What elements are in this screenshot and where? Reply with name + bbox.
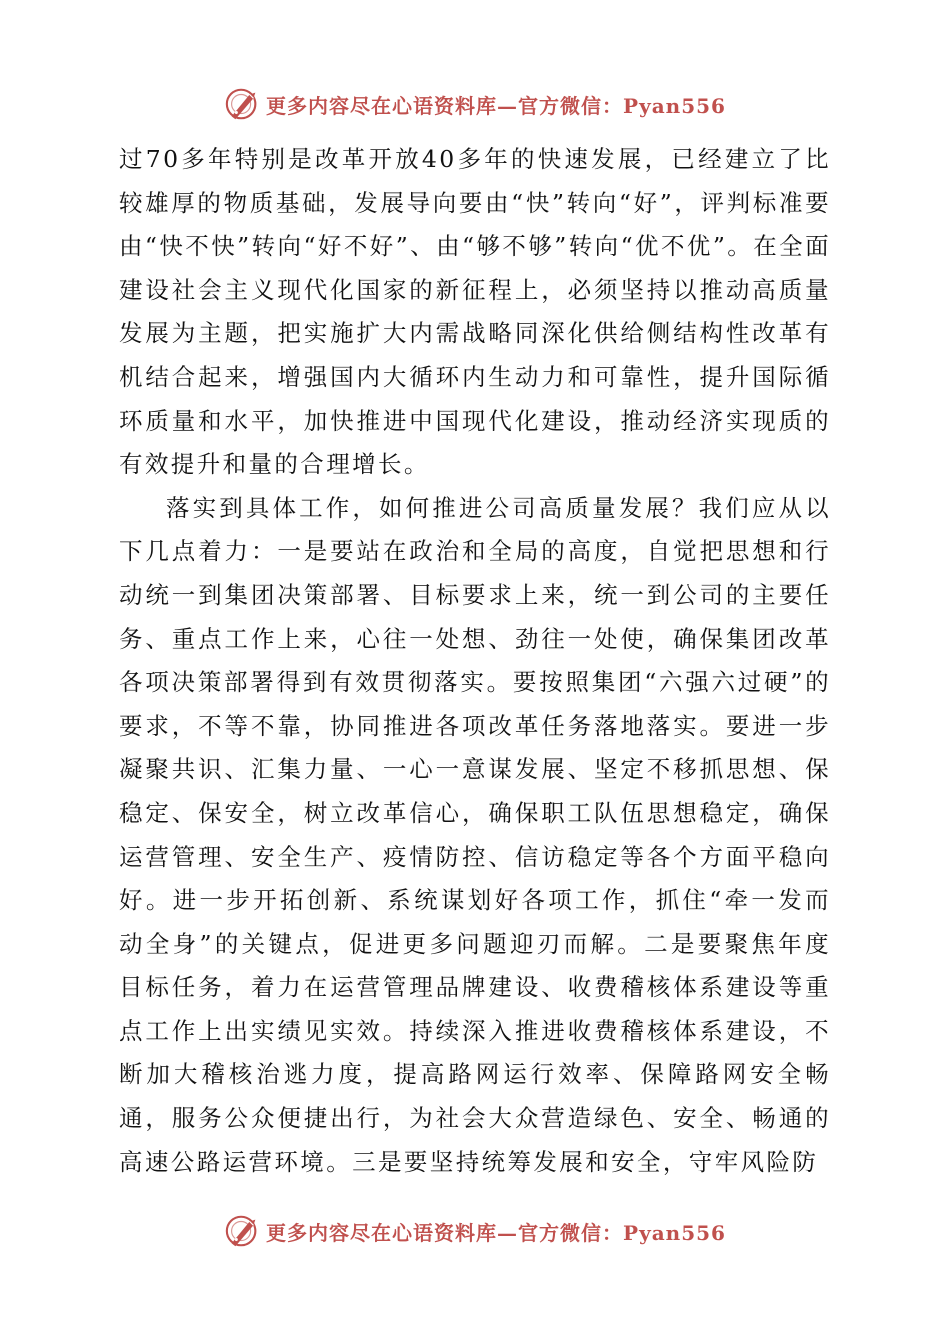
pen-nib-logo-icon: [224, 85, 262, 123]
footer-banner-text: 更多内容尽在心语资料库—官方微信：Pyan556: [266, 1220, 726, 1245]
pen-nib-logo-icon: [224, 1212, 262, 1250]
document-body: [119, 138, 831, 1184]
footer-banner: [0, 1211, 950, 1251]
paragraph-2: 落实到具体工作，如何推进公司高质量发展？我们应从以下几点着力：一是要站在政治和全局的高度，自觉把思想和行动统一到集团决策部署、目标要求上来，统一到公司的主要任务、重点工作上来，心往一处想、劲往一处使，确保集团改革各项决策部署得到有效贯彻落实。要按照集团“六强六过硬”的要求，不等不靠，协同推进各项改革任务落地落实。要进一步凝聚共识、汇集力量、一心一意谋发展、坚定不移抓思想、保稳定、保安全，树立改革信心，确保职工队伍思想稳定，确保运营管理、安全生产、疫情防控、信访稳定等各个方面平稳向好。进一步开拓创新、系统谋划好各项工作，抓住“牵一发而动全身”的关键点，促进更多问题迎刃而解。二是要聚焦年度目标任务，着力在运营管理品牌建设、收费稽核体系建设等重点工作上出实绩见实效。持续深入推进收费稽核体系建设，不断加大稽核治逃力度，提高路网运行效率、保障路网安全畅通，服务公众便捷出行，为社会大众营造绿色、安全、畅通的高速公路运营环境。三是要坚持统筹发展和安全，守牢风险防: [119, 493, 831, 1176]
header-banner-text: 更多内容尽在心语资料库—官方微信：Pyan556: [266, 93, 726, 118]
paragraph-1: 过70多年特别是改革开放40多年的快速发展，已经建立了比较雄厚的物质基础，发展导向要由“快”转向“好”，评判标准要由“快不快”转向“好不好”、由“够不够”转向“优不优”。在全面建设社会主义现代化国家的新征程上，必须坚持以推动高质量发展为主题，把实施扩大内需战略同深化供给侧结构性改革有机结合起来，增强国内大循环内生动力和可靠性，提升国际循环质量和水平，加快推进中国现代化建设，推动经济实现质的有效提升和量的合理增长。: [119, 145, 831, 479]
header-banner: [0, 84, 950, 124]
